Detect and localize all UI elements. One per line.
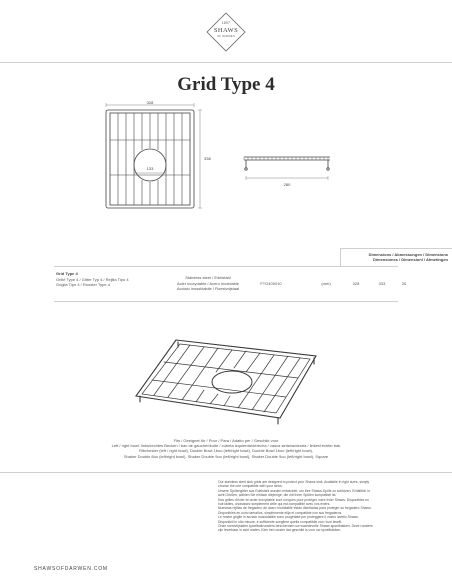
note-line: Nos grilles d'évier en acier inoxydable sont conçues pour protéger votre évier Shaws. Disponibles en: [218, 497, 370, 502]
grid-top-view: [106, 110, 194, 208]
material-cell: [172, 275, 244, 292]
dimension-width: 328: [352, 281, 360, 286]
material-line3: Acciaio inossidabile / Roestvrijstaal: [176, 286, 240, 291]
note-line: Nuestras rejillas de fregadero de acero inoxidable están diseñadas para proteger su fregadero Shaws.: [218, 506, 372, 511]
cutout-dimension: 133: [146, 166, 154, 171]
technical-drawing: [0, 100, 452, 230]
height-dimension: 338: [204, 156, 211, 161]
material-line1: Stainless steel / Edelstahl: [185, 275, 231, 280]
note-line: acht Größen, wählen Sie einfach diejenige, die mit Ihren Spülen kompatibel ist.: [218, 493, 337, 498]
product-name: Grid Type 4: [56, 271, 78, 276]
dimensions-header-line1: Dimensions / Abmessungen / Dimensions: [368, 252, 448, 257]
product-name-cell: [56, 271, 168, 288]
bottom-divider: [0, 472, 452, 473]
side-dimension: 280: [283, 182, 291, 187]
top-divider: [0, 62, 452, 63]
brand-sub: OF DARWEN: [217, 35, 235, 38]
note-line: Disponibili in otto misure, è sufficiente scegliere quella compatibile con i tuoi lavelli.: [218, 519, 343, 524]
note-line: Onze roestvrijstalen spoelbakroosters beschermen uw waardevolle Shaws spoelbakken. Deze roosters: [218, 524, 373, 529]
description-note: [218, 480, 418, 533]
product-translations: Grillé Type 4 / Gitter Typ 4 / Rejilla Tipo 4: [56, 276, 129, 282]
fits-line4: Shaker Double 8oo (left/right bowl), Shaker Double 9oo (left/right bowl), Shaker Double 9oo (left/right bowl), Square: [123, 453, 329, 459]
note-line: Unsere Spülengitter aus Edelstahl wurden entwickelt, um Ihre Shaws-Spüle zu schützen. Erhältlich in: [218, 488, 370, 493]
dimensions-header: [340, 248, 452, 266]
material-line2: Acier inoxydable / Acero inoxidable: [176, 280, 240, 286]
note-line: zijn leverbaar in acht maten. Kies het rooster dat geschikt is voor uw spoelbakken.: [218, 528, 342, 533]
dimensions-header-line2: Dimensiones / Dimensioni / Afmetingen: [373, 257, 448, 262]
note-line: Our stainless steel sink grids are designed to protect your Shaws sink. Available in right sizes, simply: [218, 480, 370, 484]
dimension-depth: 333: [378, 281, 386, 286]
unit-label: (mm): [321, 281, 331, 286]
website-link[interactable]: SHAWSOFDARWEN.COM: [34, 566, 108, 572]
brand-name: SHAWS: [213, 27, 239, 34]
fits-heading: Fits / Geeignet für / Pour / Para / Adatto per / Geschikt voor: [173, 438, 279, 443]
spec-row: [54, 266, 407, 302]
page-title: Grid Type 4: [177, 74, 275, 95]
dimension-height: 26: [401, 281, 407, 286]
product-photo: [130, 334, 326, 426]
brand-year: 1897: [221, 21, 231, 25]
fits-line3: Ribchester (left / right bowl), Double Bowl 1boo (left/right bowl), Double Bowl 1boo (left/right bowl),: [139, 448, 313, 454]
fits-section: [40, 438, 412, 459]
grid-side-view: [244, 157, 330, 170]
note-line: Disponibles en ocho tamaños, simplemente elija el compatible con sus fregaderos.: [218, 510, 343, 515]
note-line: Le nostre griglie in acciaio inossidabile sono progettate per proteggere il vostro lavello Shaws.: [218, 515, 359, 520]
product-translations-2: Griglia Tipo 4 / Rooster Type 4: [56, 282, 110, 287]
note-line: huit tailles, choisissez simplement celle qui est compatible avec vos éviers.: [218, 502, 331, 507]
note-line: choose the one compatible with your sinks.: [218, 484, 283, 489]
width-dimension: 328: [146, 100, 154, 105]
product-code: FTG400010: [260, 281, 282, 286]
fits-line2: Left / right bowl: links/rechtes Becken / bac de gauche/droite / cubeta izquierda/derecha / vasca sinistra/destra / linker/rechter bak: [111, 443, 341, 449]
